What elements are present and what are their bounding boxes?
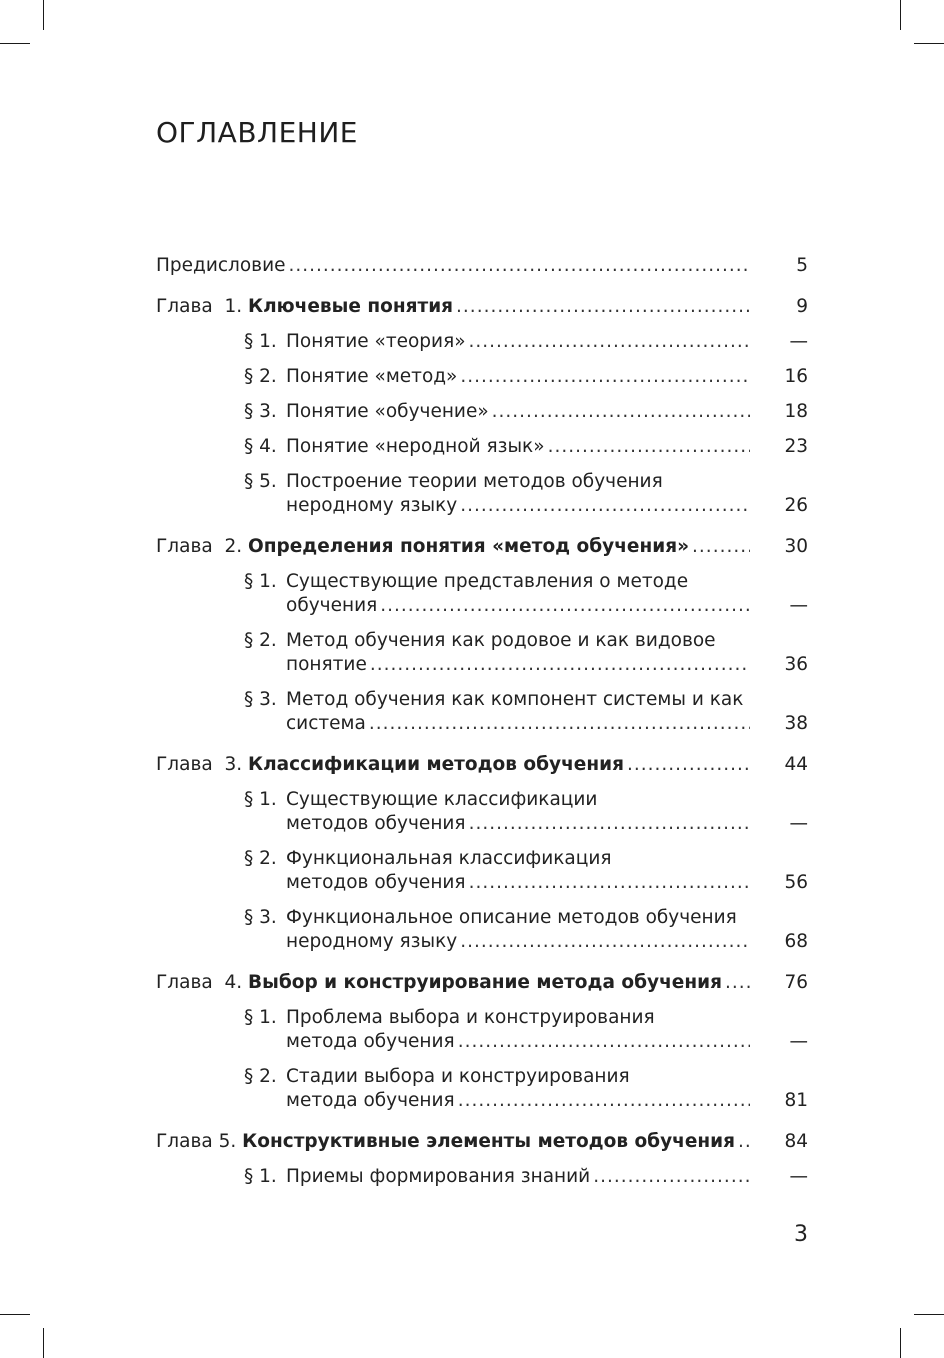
crop-mark (43, 0, 44, 30)
leader-dots (725, 971, 750, 995)
section-title: Приемы формирования знаний (286, 1166, 591, 1187)
leader-dots (469, 871, 750, 895)
toc-section[interactable] (156, 1165, 808, 1189)
toc-page-number: 81 (784, 1090, 808, 1111)
toc-page-number: — (789, 1031, 808, 1052)
leader-dots (288, 254, 750, 278)
leader-dots (692, 535, 750, 559)
toc-section[interactable] (156, 788, 808, 836)
section-title-line2: метода обучения (286, 1090, 455, 1111)
section-title: Понятие «обучение» (286, 401, 489, 422)
chapter-title: Ключевые понятия (248, 296, 454, 317)
chapter-label: Глава 4. (156, 972, 243, 993)
leader-dots (492, 400, 750, 424)
page-number: 3 (794, 1222, 808, 1247)
section-number: § 1. (244, 1166, 277, 1187)
section-title-line1: Функциональная классификация (286, 848, 612, 869)
toc-page-number: 18 (784, 401, 808, 422)
leader-dots (548, 435, 750, 459)
table-of-contents (156, 254, 808, 1189)
toc-section[interactable] (156, 906, 808, 954)
section-number: § 4. (244, 436, 277, 457)
toc-chapter-5[interactable] (156, 1130, 808, 1154)
section-title-line1: Стадии выбора и конструирования (286, 1066, 630, 1087)
crop-mark (914, 1314, 944, 1315)
chapter-label: Глава 3. (156, 754, 243, 775)
section-title-line2: обучения (286, 595, 378, 616)
leader-dots (460, 494, 750, 518)
toc-page-number: 5 (796, 255, 808, 276)
chapter-label: Глава 5. (156, 1131, 237, 1152)
leader-dots (458, 1030, 750, 1054)
leader-dots (380, 594, 750, 618)
section-title-line2: система (286, 713, 366, 734)
chapter-title: Конструктивные элементы методов обучения (242, 1131, 736, 1152)
section-number: § 3. (244, 401, 277, 422)
leader-dots (627, 753, 750, 777)
toc-section[interactable] (156, 688, 808, 736)
leader-dots (460, 365, 750, 389)
leader-dots (469, 330, 750, 354)
section-number: § 2. (244, 848, 277, 869)
toc-page-number: 23 (784, 436, 808, 457)
toc-section[interactable] (156, 629, 808, 677)
chapter-title: Выбор и конструирование метода обучения (248, 972, 722, 993)
toc-page-number: 16 (784, 366, 808, 387)
toc-section[interactable] (156, 435, 808, 459)
leader-dots (738, 1130, 750, 1154)
chapter-title: Классификации методов обучения (248, 754, 624, 775)
crop-mark (900, 0, 901, 30)
leader-dots (369, 712, 750, 736)
toc-page-number: 68 (784, 931, 808, 952)
leader-dots (593, 1165, 750, 1189)
toc-chapter-3[interactable] (156, 753, 808, 777)
toc-page-number: — (789, 1166, 808, 1187)
section-title: Понятие «неродной язык» (286, 436, 545, 457)
section-title-line2: понятие (286, 654, 367, 675)
section-title-line2: метода обучения (286, 1031, 455, 1052)
chapter-label: Глава 2. (156, 536, 243, 557)
toc-section[interactable] (156, 1006, 808, 1054)
toc-page-number: 38 (784, 713, 808, 734)
section-title-line2: методов обучения (286, 813, 466, 834)
section-number: § 1. (244, 331, 277, 352)
toc-page-number: 76 (784, 972, 808, 993)
toc-chapter-1[interactable] (156, 295, 808, 319)
crop-mark (0, 1314, 30, 1315)
chapter-title: Определения понятия «метод обучения» (248, 536, 690, 557)
toc-page-number: — (789, 331, 808, 352)
toc-page-number: 9 (796, 296, 808, 317)
section-number: § 2. (244, 630, 277, 651)
toc-page-number: 26 (784, 495, 808, 516)
toc-section[interactable] (156, 330, 808, 354)
toc-section[interactable] (156, 400, 808, 424)
leader-dots (458, 1089, 750, 1113)
toc-section[interactable] (156, 570, 808, 618)
page-title: ОГЛАВЛЕНИЕ (156, 116, 358, 149)
section-number: § 3. (244, 689, 277, 710)
toc-entry-preface[interactable] (156, 254, 808, 278)
crop-mark (914, 43, 944, 44)
section-number: § 2. (244, 366, 277, 387)
toc-page-number: 56 (784, 872, 808, 893)
leader-dots (370, 653, 750, 677)
section-title-line1: Функциональное описание методов обучения (286, 907, 737, 928)
leader-dots (460, 930, 750, 954)
section-title-line2: неродному языку (286, 931, 458, 952)
section-number: § 1. (244, 1007, 277, 1028)
toc-chapter-4[interactable] (156, 971, 808, 995)
toc-page-number: 44 (784, 754, 808, 775)
section-number: § 2. (244, 1066, 277, 1087)
section-title: Понятие «метод» (286, 366, 458, 387)
crop-mark (0, 43, 30, 44)
toc-chapter-2[interactable] (156, 535, 808, 559)
section-title-line2: методов обучения (286, 872, 466, 893)
section-title-line1: Построение теории методов обучения (286, 471, 663, 492)
crop-mark (900, 1328, 901, 1358)
toc-section[interactable] (156, 1065, 808, 1113)
section-title-line1: Метод обучения как компонент системы и как (286, 689, 744, 710)
toc-page-number: 84 (784, 1131, 808, 1152)
section-number: § 5. (244, 471, 277, 492)
crop-mark (43, 1328, 44, 1358)
toc-page-number: 30 (784, 536, 808, 557)
section-title-line2: неродному языку (286, 495, 458, 516)
section-title-line1: Проблема выбора и конструирования (286, 1007, 655, 1028)
toc-page-number: 36 (784, 654, 808, 675)
chapter-label: Глава 1. (156, 296, 243, 317)
toc-section[interactable] (156, 365, 808, 389)
toc-section[interactable] (156, 470, 808, 518)
toc-entry-title: Предисловие (156, 255, 286, 276)
section-title-line1: Существующие представления о методе (286, 571, 689, 592)
section-title-line1: Метод обучения как родовое и как видовое (286, 630, 716, 651)
toc-page-number: — (789, 813, 808, 834)
section-title: Понятие «теория» (286, 331, 466, 352)
section-title-line1: Существующие классификации (286, 789, 598, 810)
toc-page-number: — (789, 595, 808, 616)
toc-section[interactable] (156, 847, 808, 895)
section-number: § 3. (244, 907, 277, 928)
leader-dots (469, 812, 750, 836)
leader-dots (456, 295, 750, 319)
section-number: § 1. (244, 571, 277, 592)
section-number: § 1. (244, 789, 277, 810)
